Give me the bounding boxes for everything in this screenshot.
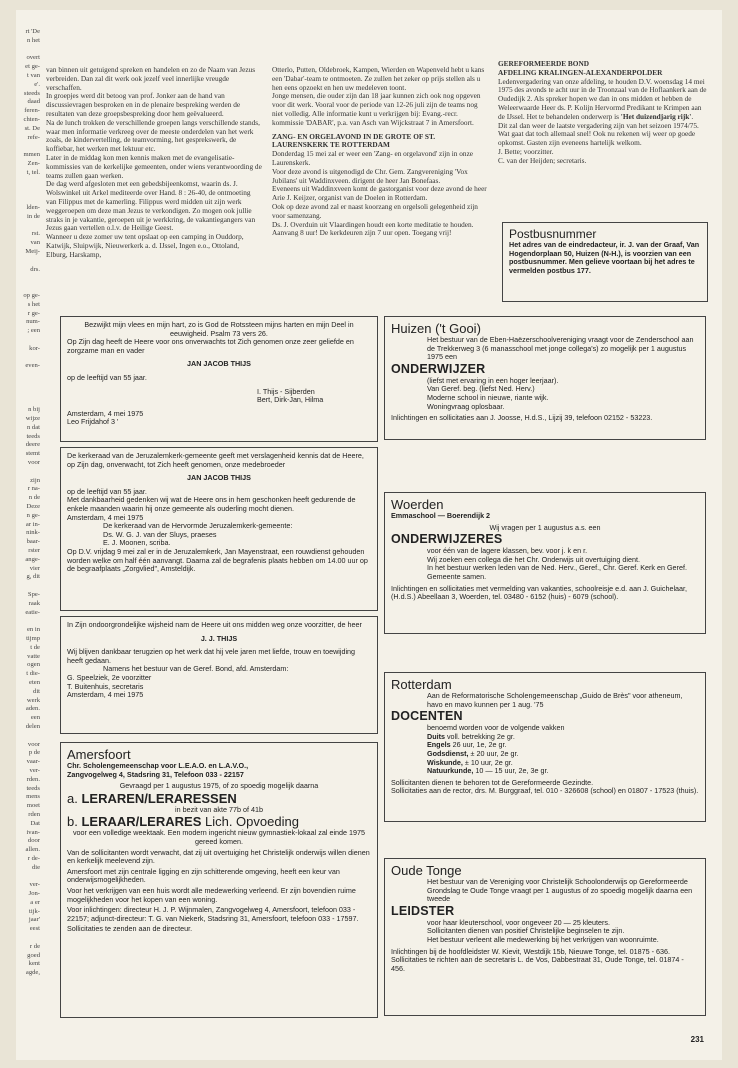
ad-school: Chr. Scholengemeenschap voor L.E.A.O. en L.A.V.O., [67,761,249,770]
margin-fragment: wijze [25,415,40,423]
margin-fragment: vatte [27,652,40,660]
col3-paragraph: Dit zal dan weer de laatste vergadering zijn van het seizoen 1974/75. Wat gaat dat toch allemaal snel! Ook nu rekenen wij weer op goede opkomst. Gasten zijn eveneens hartelijk welkom. [498,120,699,148]
margin-fragment: steeds [23,89,40,97]
margin-fragment: tijk- [29,907,40,915]
family-names: Bert, Dirk-Jan, Hilma [257,395,324,405]
col1-paragraph: Na de lunch trokken de verschillende groepen langs verschillende stands, waar men informatie verkreeg over de meeste onderdelen van het werk zoals, de kindervertelling, de teamvorming, het gesprekswerk, de koffiebar, het werken met lektuur etc. [46,117,260,154]
margin-fragment [16,353,40,362]
death-notice-bond [60,616,378,734]
margin-fragment [16,257,40,266]
margin-fragment: Spe- [27,591,40,598]
ad-paragraph: Amersfoort met zijn centrale ligging en zijn schitterende omgeving, heeft een keur van onderwijsmogelijkheden. [67,866,340,885]
margin-fragment: deere [25,441,40,449]
ad-text: voor haar kleuterschool, voor ongeveer 20 — 25 kleuters. [427,917,610,927]
margin-fragment [16,336,40,345]
margin-fragment: voor [27,740,40,748]
col2-paragraph: Voor deze avond is uitgenodigd de Chr. Gem. Zangvereniging 'Vox Jubilans' uit Waddinxveen. dirigent de heer Jan Bonefaas. [272,166,468,185]
margin-fragment [16,222,40,231]
margin-fragment: t de [30,643,40,651]
margin-fragment: ange- [25,555,40,563]
margin-fragment: ar in- [25,520,40,528]
article-column-2 [272,66,488,316]
margin-fragment: teeds [26,432,40,440]
notice-intro: In Zijn ondoorgrondelijke wijsheid nam de Heere uit ons midden weg onze voorzitter, de heer [67,620,362,629]
margin-fragment [16,283,40,292]
margin-fragment: ; een [27,327,40,335]
newspaper-page [16,10,722,1060]
council-scriba: E. J. Moonen, scriba. [103,538,171,548]
notice-place-date: Amsterdam, 4 mei 1975 [67,408,144,418]
left-margin-strip [16,28,40,978]
subject-item: Engels 26 uur, 1e, 2e gr. [427,740,507,750]
col3-paragraph: Ledenvergadering van onze afdeling, te houden D.V. woensdag 14 mei 1975 des avonds te acht uur in de Troonzaal van de Hoflaankerk aan de Oudedijk 2. Als spreker hopen we dan in ons midden et hebben de Weleerwaarde Heer ds. P. Kolijn Hervormd Predikant te Krimpen aan de IJssel. Het te behandelen onderwerp is 'Het duizendjarig rijk'. [498,76,707,121]
ad-text: In het bestuur werken leden van de Ned. Herv., Geref., Chr. Geref. Kerk en Geref. Gemeente samen. [427,563,687,581]
margin-fragment: a er [30,898,40,906]
margin-fragment [16,371,40,380]
margin-fragment [16,732,40,741]
board-chair: G. Speelziek, 2e voorzitter [67,672,152,682]
ad-requirement: (liefst met ervaring in een hoger leerjaar). [427,375,559,385]
col2-paragraph: Aanvang 8 uur! De kerkdeuren zijn 7 uur open. Toegang vrij! [272,228,452,238]
col1-paragraph: De dag werd afgesloten met een gebedsbijeenkomst, waarin ds. J. Wolswinkel uit Arkel mediteerde over Hand. 8 : 26-40, de ontmoeting van Filippus met de kamerling. Filippus werd midden uit zijn werk weggeroepen om deze man Jezus te verkondigen. Zo mogen ook jullie straks in je vakantie, geroepen uit je werkkring, de vakantiegangers van Jezus gaan vertellen o.l.v. de Heilige Geest. [46,179,256,233]
ad-info: Inlichtingen en sollicitaties aan J. Joosse, H.d.S., Lijzij 39, telefoon 02152 - 53223. [391,413,653,423]
margin-fragment: feren- [24,107,40,115]
margin-fragment: die [31,863,40,871]
ad-job: ONDERWIJZER [391,361,486,376]
margin-fragment: en in [26,626,40,634]
col2-paragraph: Otterlo, Putten, Oldebroek, Kampen, Wierden en Wapenveld hebt u kans een 'Dabar'-team te ontmoeten. Ze zullen het zeker op prijs stellen als u hen eens opzoekt en hen uw medeleven toont. [272,66,485,92]
notice-place-date: Amsterdam, 4 mei 1975 [67,690,144,700]
margin-fragment: chten- [23,115,40,123]
margin-fragment: rst. [31,230,40,238]
margin-fragment: rden [28,810,40,818]
job-ad-oude-tonge [384,858,706,1016]
notice-text: Met dankbaarheid gedenken wij wat de Heere ons in hem geschonken heeft gedurende de enkele maanden waarin hij onze gemeente als ouderling mocht dienen. [67,495,356,513]
margin-fragment: Jon- [28,890,40,898]
margin-fragment: eten [29,678,40,686]
margin-fragment: e'. [34,80,40,88]
ad-job-a-sub: in bezit van akte 77b of 41b [175,804,263,814]
margin-fragment: s het [27,300,40,308]
margin-fragment [16,873,40,882]
margin-fragment: mens [26,793,40,801]
ad-ask: Gevraagd per 1 augustus 1975, of zo spoedig mogelijk daarna [119,781,319,791]
deceased-name: JAN JACOB THIJS [187,473,251,483]
ad-city: Woerden [391,497,444,512]
ad-text: Het bestuur verleent alle medewerking bij het verkrijgen van woonruimte. [427,934,659,944]
postbus-title: Postbusnummer [509,227,597,241]
margin-fragment: Dat [30,819,40,827]
margin-fragment: kor- [29,344,40,352]
ad-city: Oude Tonge [391,863,462,878]
deceased-name: J. J. THIJS [200,633,238,643]
margin-fragment: een [30,714,40,722]
article-column-1 [46,66,262,316]
ad-job: DOCENTEN [391,709,463,724]
margin-fragment: ver- [29,881,40,889]
death-notice-family [60,316,378,442]
margin-fragment: n dat [26,423,40,431]
margin-fragment: num- [26,318,40,326]
col1-paragraph: Later in de middag kon men kennis maken met de evangelisatie-kommissies van de kerkelijke gemeenten, onder wiens verantwoording de teams zullen gaan werken. [46,152,262,180]
margin-fragment [16,186,40,195]
margin-fragment: werk [26,696,40,704]
notice-intro: Op Zijn dag heeft de Heere voor ons onverwachts tot Zich genomen onze zeer geliefde en zorgzame man en vader [67,337,354,355]
margin-fragment: drs. [30,265,40,273]
margin-fragment: van [30,239,40,247]
article-column-3 [498,60,708,220]
margin-fragment: r de [29,942,40,950]
job-ad-woerden [384,492,706,634]
job-ad-huizen [384,316,706,440]
col2-paragraph: Jonge mensen, die ouder zijn dan 18 jaar kunnen zich ook nog opgeven voor dit werk. Vooral voor de periode van 12-26 juli zijn de teams nog niet volledig. Alle informatie kunt u verkrijgen bij: Evang.-recr. kommissie 'DABAR', p.a. van Asch van Wijckstraat 7 in Amersfoort. [272,91,481,127]
margin-fragment: ogen [27,661,40,669]
margin-fragment: nink- [26,529,40,537]
margin-fragment: st. De [24,124,40,132]
bible-verse: Bezwijkt mijn vlees en mijn hart, zo is God de Rotssteen mijns harten en mijn Deel in eeuwigheid. Psalm 73 vers 26. [84,320,354,338]
council-praeses: Ds. W. G. J. van der Sluys, praeses [103,529,217,539]
margin-fragment [16,195,40,204]
notice-address: Leo Frijdahof 3 ' [67,417,119,427]
margin-fragment: voor [27,459,40,467]
margin-fragment: op ge- [23,291,40,299]
col2-paragraph: Donderdag 15 mei zal er weer een 'Zang- en orgelavond' zijn in onze Laurenskerk. [272,149,474,167]
subject-item: Natuurkunde, 10 — 15 uur, 2e, 3e gr. [427,766,549,776]
council-name: De kerkeraad van de Hervormde Jeruzalemkerk-gemeente: [103,521,293,531]
board-secretary: T. Buitenhuis, secretaris [67,681,144,691]
margin-fragment: goed [27,951,40,959]
ad-info: Sollicitaties te richten aan de secretaris L. de Vos, Dabbestraat 31, Oude Tonge, tel. 01874 - 456. [391,955,684,973]
ad-text: voor één van de lagere klassen, bev. voor j. k en r. [427,546,588,556]
margin-fragment: dit [33,687,40,695]
ad-paragraph: Voor het verkrijgen van een huis wordt alle medewerking verleend. Er zijn bovendien ruime mogelijkheden voor het kopen van een woning. [67,885,356,904]
ad-text: Sollicitanten dienen van positief Christelijke beginselen te zijn. [427,926,625,936]
board-name: Namens het bestuur van de Geref. Bond, afd. Amsterdam: [103,664,289,674]
col3-heading: GEREFORMEERDE BOND [498,60,590,68]
margin-fragment: ver- [29,766,40,774]
deceased-age: op de leeftijd van 55 jaar. [67,486,147,496]
margin-fragment [16,468,40,477]
notice-text: Wij blijven dankbaar terugzien op het werk dat hij vele jaren met liefde, trouw en toewijding heeft gedaan. [67,647,356,665]
ad-job-b: b. LERAAR/LERARES Lich. Opvoeding [67,814,299,830]
margin-fragment: baar- [26,538,40,546]
margin-fragment: ivan- [26,828,40,836]
subject-item: Wiskunde, ± 10 uur, 2e gr. [427,757,513,767]
margin-fragment: teeds [26,784,40,792]
ad-job: LEIDSTER [391,903,455,918]
margin-fragment: t van [26,71,40,79]
ad-school: Emmaschool — Boerendijk 2 [391,511,491,520]
funeral-info: Op D.V. vrijdag 9 mei zal er in de Jeruzalemkerk, Jan Mayenstraat, een rouwdienst gehouden worden welke om half één aanvangt. Daarna zal de begrafenis plaats hebben om 14.00 uur op de begraafplaats „Zorgvlied", Amsteldijk. [67,546,368,574]
margin-fragment: et ge- [25,63,40,71]
margin-fragment: overt [26,54,40,62]
postbus-notice [502,222,708,302]
ad-paragraph: Voor inlichtingen: directeur H. J. P. Wijnmalen, Zangvogelweg 4, Amersfoort, telefoon 033 - 22157; adjunct-directeur: T. G. van Niekerk, Stadsring 31, Amersfoort, telefoon 033 - 17597. [67,905,359,923]
page-number: 231 [690,1035,704,1044]
ad-city: Rotterdam [391,677,452,692]
margin-fragment: rden. [26,775,40,783]
margin-fragment: t, tel. [26,168,40,176]
col1-paragraph: van binnen uit getuigend spreken en handelen en zo de Naam van Jezus verbreiden. Dan zal dit werk ook jezelf veel innerlijke vreugde verschaffen. [46,66,256,92]
margin-fragment: even- [25,362,40,370]
ad-requirement: Woningvraag oplosbaar. [427,401,505,411]
margin-fragment: n de [28,494,40,502]
deceased-name: JAN JACOB THIJS [187,359,251,369]
margin-fragment [16,934,40,943]
col1-paragraph: Wanneer u deze zomer uw tent opslaat op een camping in Ouddorp, Katwijk, Sluipwijk, Nieuwerkerk a. d. IJssel, Ingen e.o., Ottoland, Elburg, Harskamp, [46,232,244,259]
subject-item: Godsdienst, ± 20 uur, 2e gr. [427,748,519,758]
deceased-age: op de leeftijd van 55 jaar. [67,372,147,382]
ad-intro: Aan de Reformatorische Scholengemeenschap „Guido de Brès" voor atheneum, havo en mavo kunnen per 1 aug. '75 [427,691,683,709]
margin-fragment: stemt [25,450,40,458]
col1-paragraph: In groepjes werd dit betoog van prof. Jonker aan de hand van discussievragen besproken en in de plenaire bespreking werden de resultaten van deze groepsbespreking door hem geëvalueerd. [46,91,241,118]
margin-fragment: n het [26,36,40,44]
margin-fragment [16,380,40,389]
margin-fragment: allen. [25,846,40,854]
notice-intro: De kerkeraad van de Jeruzalemkerk-gemeente geeft met verslagenheid kennis dat de Heere, op Zijn dag, onverwacht, tot Zich heeft genomen, onze medebroeder [67,451,364,469]
subject-list [391,733,699,776]
margin-fragment: eatie- [25,608,40,616]
margin-fragment: delen [25,722,40,730]
col2-paragraph: Eveneens uit Waddinxveen komt de gastorganist voor deze avond de heer Arie J. Keijzer, organist van de Doelen in Rotterdam. [272,184,487,203]
margin-fragment: Zen- [27,159,40,167]
ad-requirement: Moderne school in nieuwe, riante wijk. [427,392,549,402]
ad-info: Inlichtingen en sollicitaties met vermelding van vakanties, schoolreisje e.d. aan J. Guichelaar, (H.d.S.) Abeellaan 3, Woerden, tel. 03480 - 6152 (huis) - 6079 (school). [391,583,688,602]
margin-fragment: tijmp [26,634,40,642]
margin-fragment [16,142,40,151]
margin-fragment [16,397,40,406]
ad-job: ONDERWIJZERES [391,532,503,547]
ad-paragraph: Van de sollicitanten wordt verwacht, dat zij uit overtuiging het Christelijk onderwijs willen dienen en kerkelijk meelevend zijn. [67,847,370,866]
ad-text: Wij zoeken een collega die het Chr. Onderwijs uit overtuiging dient. [427,554,640,564]
margin-fragment: r de- [27,854,40,862]
margin-fragment: Meij- [25,247,40,255]
ad-intro: Het bestuur van de Eben-Haëzerschoolvereniging vraagt voor de Zenderschool aan de Trekkerweg 3 (6 manasschool met jonge collega's) zo mogelijk per 1 augustus 1975 een [427,335,694,362]
col2-paragraph: Ds. J. Overduin uit Vlaardingen houdt een korte meditatie te houden. [272,219,474,229]
margin-fragment: door [27,837,40,845]
job-ad-amersfoort [60,742,378,1018]
margin-fragment: n bij [28,406,40,414]
ad-city: Huizen ('t Gooi) [391,321,481,336]
margin-fragment: jaar' [28,916,40,924]
ad-ask: Wij vragen per 1 augustus a.s. een [489,522,601,532]
margin-fragment [16,617,40,626]
margin-fragment: agde, [25,969,40,977]
margin-fragment: p de [28,749,40,757]
margin-fragment: moet [26,802,40,810]
margin-fragment: rt 'De [25,28,40,35]
margin-fragment: refe- [27,133,40,141]
margin-fragment: vier [29,564,40,572]
margin-fragment [16,274,40,283]
ad-job-b-sub: voor een volledige weektaak. Een modern ingericht nieuw gymnastiek-lokaal zal einde 1975 gereed komen. [72,828,366,846]
margin-fragment [16,178,40,187]
margin-fragment [16,582,40,591]
margin-fragment: zijn [30,476,40,484]
death-notice-church-council [60,447,378,611]
ad-job-a: a. LERAREN/LERARESSEN [67,790,237,806]
ad-paragraph: Sollicitaties aan de rector, drs. M. Burggraaf, tel. 010 - 326608 (school) en 01807 - 17523 (thuis). [391,786,699,796]
col3-signature: J. Bette; voorzitter. [498,146,554,156]
ad-info: Inlichtingen bij de hoofdleidster W. Kievit, Westdijk 15b, Nieuwe Tonge, tel. 01875 - 636. [391,946,671,956]
notice-place-date: Amsterdam, 4 mei 1975 [67,512,144,522]
ad-sub: benoemd worden voor de volgende vakken [427,723,565,733]
margin-fragment: kent [28,960,40,968]
ad-city: Amersfoort [67,747,131,762]
margin-fragment: t die- [26,670,40,678]
col2-heading: ZANG- EN ORGELAVOND IN DE GROTE OF ST. LAURENSKERK TE ROTTERDAM [272,131,436,150]
margin-fragment: aden. [25,705,40,713]
margin-fragment: raak [28,599,40,607]
job-ad-rotterdam [384,672,706,822]
margin-fragment: eest [29,925,40,933]
postbus-text: Het adres van de eindredacteur, ir. J. van der Graaf, Van Hogendorplaan 50, Huizen (N-H.), is voorzien van een postbusnummer. Men gelieve voortaan bij het adres te vermelden postbus 177. [509,240,700,275]
ad-address: Zangvogelweg 4, Stadsring 31, Telefoon 033 - 22157 [67,769,244,779]
margin-fragment: rster [28,547,40,555]
margin-fragment: r ge- [27,309,40,317]
col2-paragraph: Ook op deze avond zal er naast koorzang en orgelsoli gelegenheid zijn voor samenzang. [272,201,478,220]
margin-fragment [16,46,40,55]
col3-subheading: AFDELING KRALINGEN-ALEXANDERPOLDER [498,67,663,77]
margin-fragment: g, dit [26,573,40,581]
subject-item: Duits voll. betrekking 2e gr. [427,731,515,741]
ad-paragraph: Sollicitanten dienen te behoren tot de Gereformeerde Gezindte. [391,777,594,787]
margin-fragment: n ge- [26,511,40,519]
ad-intro: Het bestuur van de Vereniging voor Christelijk Schoolonderwijs op Gereformeerde Grondslag te Oude Tonge vraagt per 1 augustus of zo spoedig mogelijk daarna een tweede [427,877,693,904]
margin-fragment [16,389,40,398]
margin-fragment: Deze [26,503,40,511]
col3-signature: C. van der Heijden; secretaris. [498,155,587,165]
margin-fragment: in de [26,212,40,220]
margin-fragment: daad [27,98,40,106]
ad-paragraph: Sollicitaties te zenden aan de directeur. [67,924,193,934]
margin-fragment: mmen [23,151,40,159]
margin-fragment: r na- [27,485,40,493]
family-names: I. Thijs - Sijberden [257,386,315,396]
margin-fragment: vaar- [26,758,40,766]
margin-fragment: lden- [26,203,40,211]
ad-requirement: Van Geref. beg. (liefst Ned. Herv.) [427,384,535,394]
